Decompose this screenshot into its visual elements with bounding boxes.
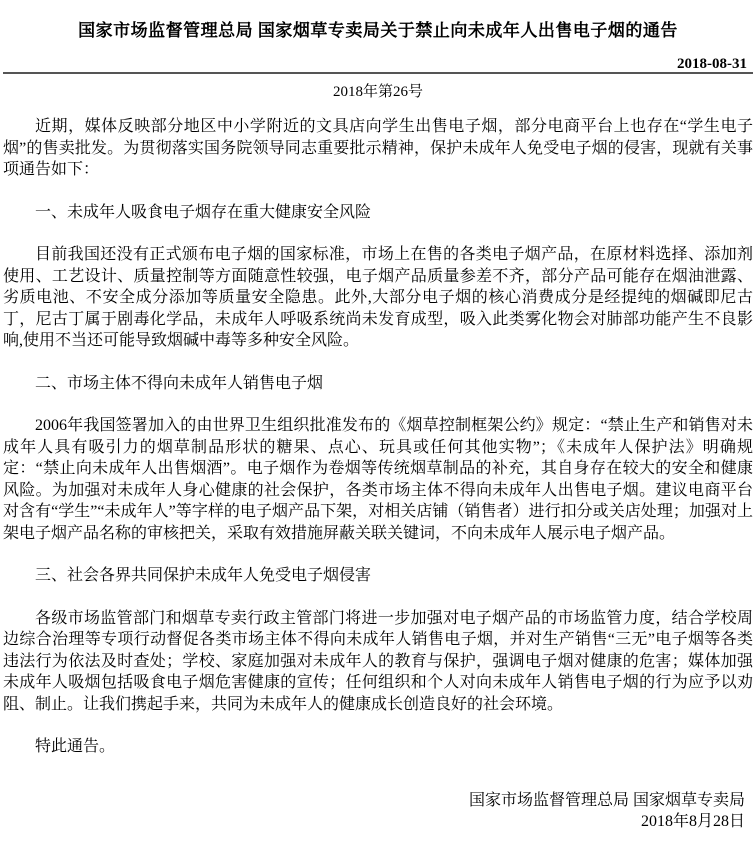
publish-date: 2018-08-31 (677, 56, 747, 72)
page-title: 国家市场监督管理总局 国家烟草专卖局关于禁止向未成年人出售电子烟的通告 (78, 21, 678, 40)
intro-paragraph: 近期，媒体反映部分地区中小学附近的文具店向学生出售电子烟，部分电商平台上也存在“学生电子烟”的售卖批发。为贯彻落实国务院领导同志重要批示精神，保护未成年人免受电子烟的侵害，现就有关事项通告如下： (3, 118, 753, 178)
signature-block (3, 790, 753, 833)
document-number: 2018年第26号 (332, 84, 423, 100)
issuing-authorities: 国家市场监督管理总局 国家烟草专卖局 (468, 791, 745, 809)
section-1-heading: 一、未成年人吸食电子烟存在重大健康安全风险 (35, 203, 372, 221)
signature-date: 2018年8月28日 (640, 813, 745, 830)
closing-statement: 特此通告。 (35, 738, 116, 755)
section-2-heading: 二、市场主体不得向未成年人销售电子烟 (35, 374, 324, 392)
section-2-paragraph: 2006年我国签署加入的由世界卫生组织批准发布的《烟草控制框架公约》规定：“禁止生产和销售对未成年人具有吸引力的烟草制品形状的糖果、点心、玩具或任何其他实物”；《未成年人保护法》明确规定：“禁止向未成年人出售烟酒”。电子烟作为卷烟等传统烟草制品的补充，其自身存在较大的安全和健康风险。为加强对未成年人身心健康的社会保护，各类市场主体不得向未成年人出售电子烟。建议电商平台对含有“学生”“未成年人”等字样的电子烟产品下架，对相关店铺（销售者）进行扣分或关店处理；加强对上架电子烟产品名称的审核把关，采取有效措施屏蔽关联关键词，不向未成年人展示电子烟产品。 (3, 417, 753, 542)
header-divider (3, 72, 753, 74)
document-body (3, 116, 753, 833)
section-3-paragraph: 各级市场监管部门和烟草专卖行政主管部门将进一步加强对电子烟产品的市场监管力度，结合学校周边综合治理等专项行动督促各类市场主体不得向未成年人销售电子烟，并对生产销售“三无”电子烟等各类违法行为依法及时查处；学校、家庭加强对未成年人的教育与保护，强调电子烟对健康的危害；媒体加强未成年人吸烟包括吸食电子烟危害健康的宣传；任何组织和个人对向未成年人销售电子烟的行为应予以劝阻、制止。让我们携起手来，共同为未成年人的健康成长创造良好的社会环境。 (3, 609, 753, 713)
section-3-heading: 三、社会各界共同保护未成年人免受电子烟侵害 (35, 567, 372, 584)
section-1-paragraph: 目前我国还没有正式颁布电子烟的国家标准，市场上在售的各类电子烟产品，在原材料选择、添加剂使用、工艺设计、质量控制等方面随意性较强，电子烟产品质量参差不齐，部分产品可能存在烟油泄露、劣质电池、不安全成分添加等质量安全隐患。此外,大部分电子烟的核心消费成分是经提纯的烟碱即尼古丁，尼古丁属于剧毒化学品，未成年人呼吸系统尚未发育成型，吸入此类雾化物会对肺部功能产生不良影响,使用不当还可能导致烟碱中毒等多种安全风险。 (3, 246, 753, 349)
